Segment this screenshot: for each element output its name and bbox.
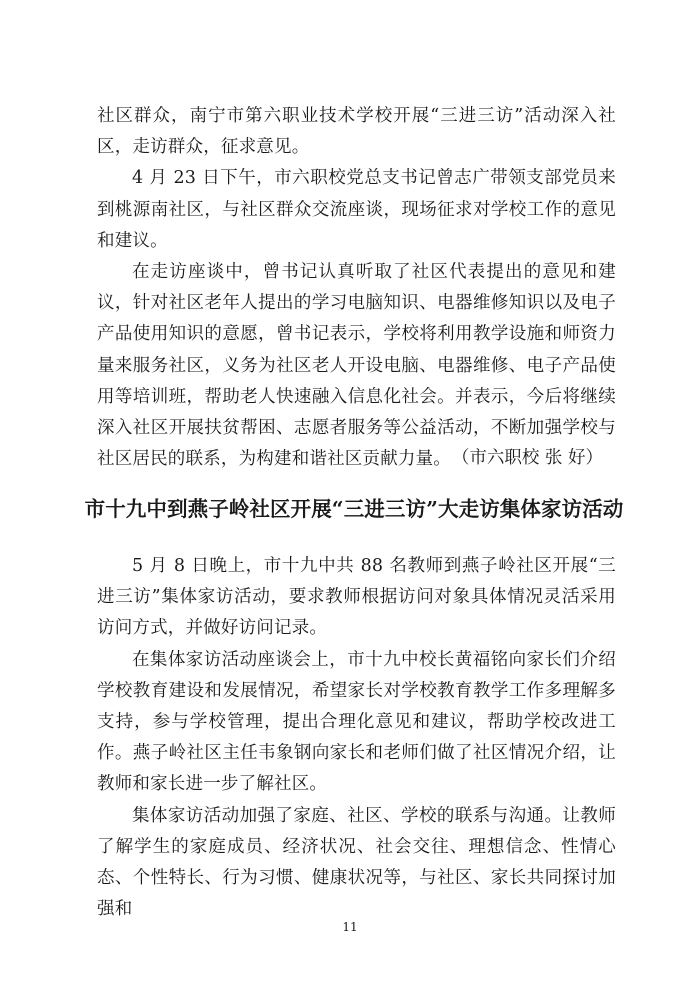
article1-body: [97, 101, 616, 475]
article1-paragraph-3: 在走访座谈中，曾书记认真听取了社区代表提出的意见和建议，针对社区老年人提出的学习电脑知识、电器维修知识以及电子产品使用知识的意愿，曾书记表示，学校将利用教学设施和师资力量来服务社区，义务为社区老人开设电脑、电器维修、电子产品使用等培训班，帮助老人快速融入信息化社会。并表示，今后将继续深入社区开展扶贫帮困、志愿者服务等公益活动，不断加强学校与社区居民的联系，为构建和谐社区贡献力量。: [97, 262, 616, 470]
article2-paragraph-1: 5 月 8 日晚上，市十九中共 88 名教师到燕子岭社区开展“三进三访”集体家访活动，要求教师根据访问对象具体情况灵活采用访问方式，并做好访问记录。: [97, 556, 616, 639]
article1-signature: （市六职校 张 好）: [451, 448, 603, 468]
article1-paragraph-2: 4 月 23 日下午，市六职校党总支书记曾志广带领支部党员来到桃源南社区，与社区群众交流座谈，现场征求对学校工作的意见和建议。: [97, 168, 616, 251]
page-number: 11: [342, 920, 358, 934]
article2-title: 市十九中到燕子岭社区开展“三进三访”大走访集体家访活动: [84, 497, 624, 521]
article2-paragraph-3: 集体家访活动加强了家庭、社区、学校的联系与沟通。让教师了解学生的家庭成员、经济状况、社会交往、理想信念、性情心态、个性特长、行为习惯、健康状况等，与社区、家长共同探讨加强和: [97, 805, 616, 920]
article2-body: [97, 551, 616, 925]
article2-paragraph-2: 在集体家访活动座谈会上，市十九中校长黄福铭向家长们介绍学校教育建设和发展情况，希望家长对学校教育教学工作多理解多支持，参与学校管理，提出合理化意见和建议，帮助学校改进工作。燕子岭社区主任韦象钢向家长和老师们做了社区情况介绍，让教师和家长进一步了解社区。: [97, 649, 616, 795]
article1-paragraph-1: 社区群众，南宁市第六职业技术学校开展“三进三访”活动深入社区，走访群众，征求意见。: [97, 106, 616, 158]
